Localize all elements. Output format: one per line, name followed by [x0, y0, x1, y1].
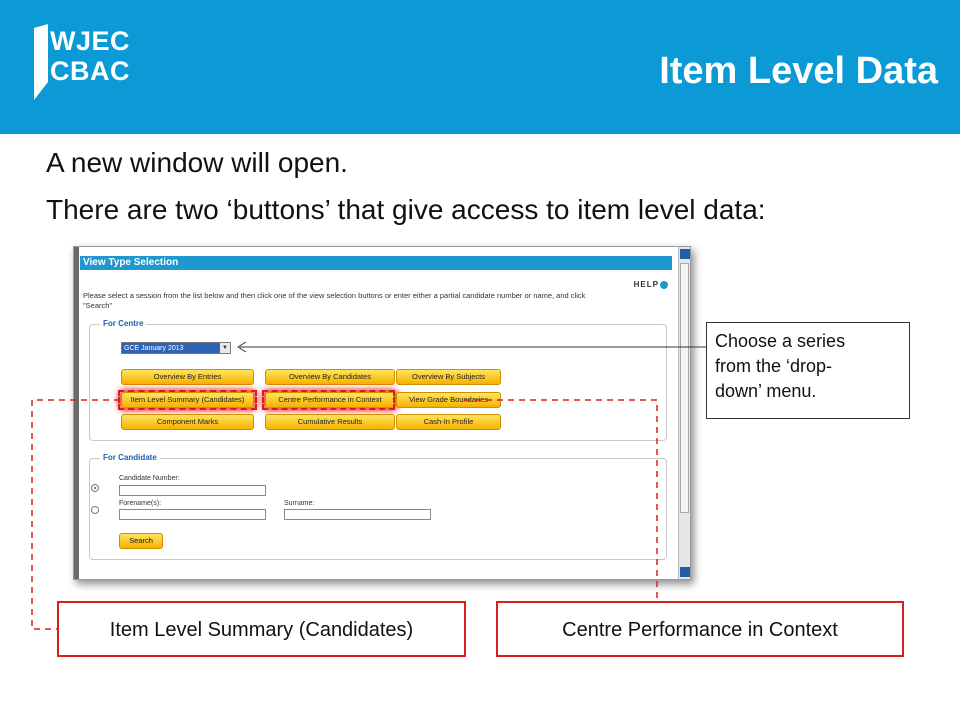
view-type-title-bar: View Type Selection	[80, 256, 672, 270]
cumulative-results-button[interactable]: Cumulative Results	[265, 414, 395, 430]
body-line-1: A new window will open.	[46, 147, 348, 178]
centre-performance-label: Centre Performance in Context	[496, 601, 904, 657]
centre-performance-button[interactable]: Centre Performance in Context	[265, 392, 395, 408]
logo-text	[50, 26, 130, 86]
item-level-summary-label: Item Level Summary (Candidates)	[57, 601, 466, 657]
scroll-thumb[interactable]	[680, 263, 689, 513]
body-line-2: There are two ‘buttons’ that give access to item level data:	[46, 194, 766, 225]
highlight-centre-performance	[262, 390, 395, 410]
surname-input[interactable]	[284, 509, 431, 520]
surname-label: Surname:	[284, 500, 315, 507]
overview-by-candidates-button[interactable]: Overview By Candidates	[265, 369, 395, 385]
help-icon	[660, 281, 668, 289]
radio-candidate-name[interactable]	[91, 506, 99, 514]
series-tip-callout	[706, 322, 910, 419]
window-left-strip	[74, 247, 79, 579]
for-candidate-legend: For Candidate	[100, 453, 160, 462]
logo-line-2: CBAC	[50, 56, 130, 86]
tip-line-1: Choose a series	[715, 331, 846, 351]
chevron-down-icon[interactable]: ▼	[220, 343, 230, 353]
embedded-screenshot	[73, 246, 691, 580]
radio-candidate-number[interactable]	[91, 484, 99, 492]
logo-line-1: WJEC	[50, 26, 131, 56]
for-centre-legend: For Centre	[100, 319, 146, 328]
view-grade-boundaries-button[interactable]: View Grade Boundaries	[396, 392, 501, 408]
tip-line-2: from the ‘drop-	[715, 356, 833, 376]
highlight-item-level-summary	[118, 390, 257, 410]
tip-line-3: down’ menu.	[715, 381, 817, 401]
help-label: HELP	[633, 280, 659, 289]
scroll-down-icon[interactable]	[680, 567, 690, 577]
series-dropdown-value: GCE January 2013	[124, 345, 184, 352]
page-title: Item Level Data	[659, 50, 938, 92]
overview-by-subjects-button[interactable]: Overview By Subjects	[396, 369, 501, 385]
scroll-up-icon[interactable]	[680, 249, 690, 259]
header-band	[0, 0, 960, 134]
candidate-number-label: Candidate Number:	[119, 475, 180, 482]
candidate-number-input[interactable]	[119, 485, 266, 496]
cash-in-profile-button[interactable]: Cash-In Profile	[396, 414, 501, 430]
item-level-summary-button[interactable]: Item Level Summary (Candidates)	[121, 392, 254, 408]
forename-input[interactable]	[119, 509, 266, 520]
overview-by-entries-button[interactable]: Overview By Entries	[121, 369, 254, 385]
instructions-text: Please select a session from the list below and then click one of the view selection buttons or enter either a partial candidate number or name, and click "Search"	[83, 291, 586, 310]
series-dropdown[interactable]	[121, 342, 231, 354]
forename-label: Forename(s):	[119, 500, 162, 507]
help-button[interactable]	[634, 280, 668, 289]
scrollbar[interactable]	[678, 247, 690, 579]
search-button[interactable]: Search	[119, 533, 163, 549]
component-marks-button[interactable]: Component Marks	[121, 414, 254, 430]
